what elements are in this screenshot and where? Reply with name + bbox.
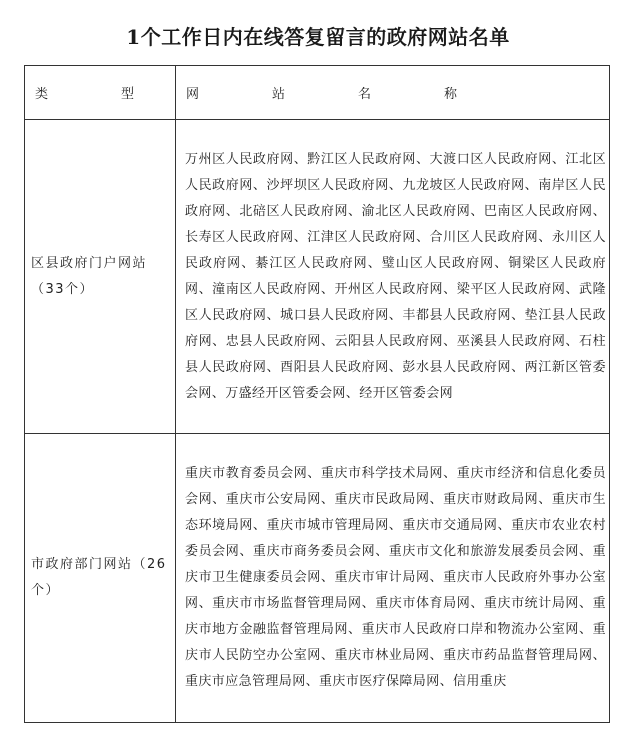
table-row [25, 120, 610, 434]
category-cell [25, 434, 176, 723]
page-title: 1个工作日内在线答复留言的政府网站名单 [126, 25, 510, 49]
header-website-name: 网 站 名 称 [176, 66, 610, 120]
website-list-cell: 重庆市教育委员会网、重庆市科学技术局网、重庆市经济和信息化委员会网、重庆市公安局网、重庆市民政局网、重庆市财政局网、重庆市生态环境局网、重庆市城市管理局网、重庆市交通局网、重庆市农业农村委员会网、重庆市商务委员会网、重庆市文化和旅游发展委员会网、重庆市卫生健康委员会网、重庆市审计局网、重庆市人民政府外事办公室网、重庆市市场监督管理局网、重庆市体育局网、重庆市统计局网、重庆市地方金融监督管理局网、重庆市人民政府口岸和物流办公室网、重庆市人民防空办公室网、重庆市林业局网、重庆市药品监督管理局网、重庆市应急管理局网、重庆市医疗保障局网、信用重庆 [176, 434, 610, 723]
table-header-row [25, 66, 610, 120]
category-count: 个） [31, 583, 61, 598]
website-list-cell: 万州区人民政府网、黔江区人民政府网、大渡口区人民政府网、江北区人民政府网、沙坪坝区人民政府网、九龙坡区人民政府网、南岸区人民政府网、北碚区人民政府网、渝北区人民政府网、巴南区人民政府网、长寿区人民政府网、江津区人民政府网、合川区人民政府网、永川区人民政府网、綦江区人民政府网、璧山区人民政府网、铜梁区人民政府网、潼南区人民政府网、开州区人民政府网、梁平区人民政府网、武隆区人民政府网、城口县人民政府网、丰都县人民政府网、垫江县人民政府网、忠县人民政府网、云阳县人民政府网、巫溪县人民政府网、石柱县人民政府网、酉阳县人民政府网、彭水县人民政府网、两江新区管委会网、万盛经开区管委会网、经开区管委会网 [176, 120, 610, 434]
category-cell [25, 120, 176, 434]
category-count: （33个） [31, 281, 95, 297]
header-type: 类 型 [25, 66, 176, 120]
category-label: 区县政府门户网站 [31, 255, 148, 271]
website-list-table [24, 65, 610, 723]
category-label: 市政府部门网站（26 [31, 557, 167, 572]
table-row [25, 434, 610, 723]
